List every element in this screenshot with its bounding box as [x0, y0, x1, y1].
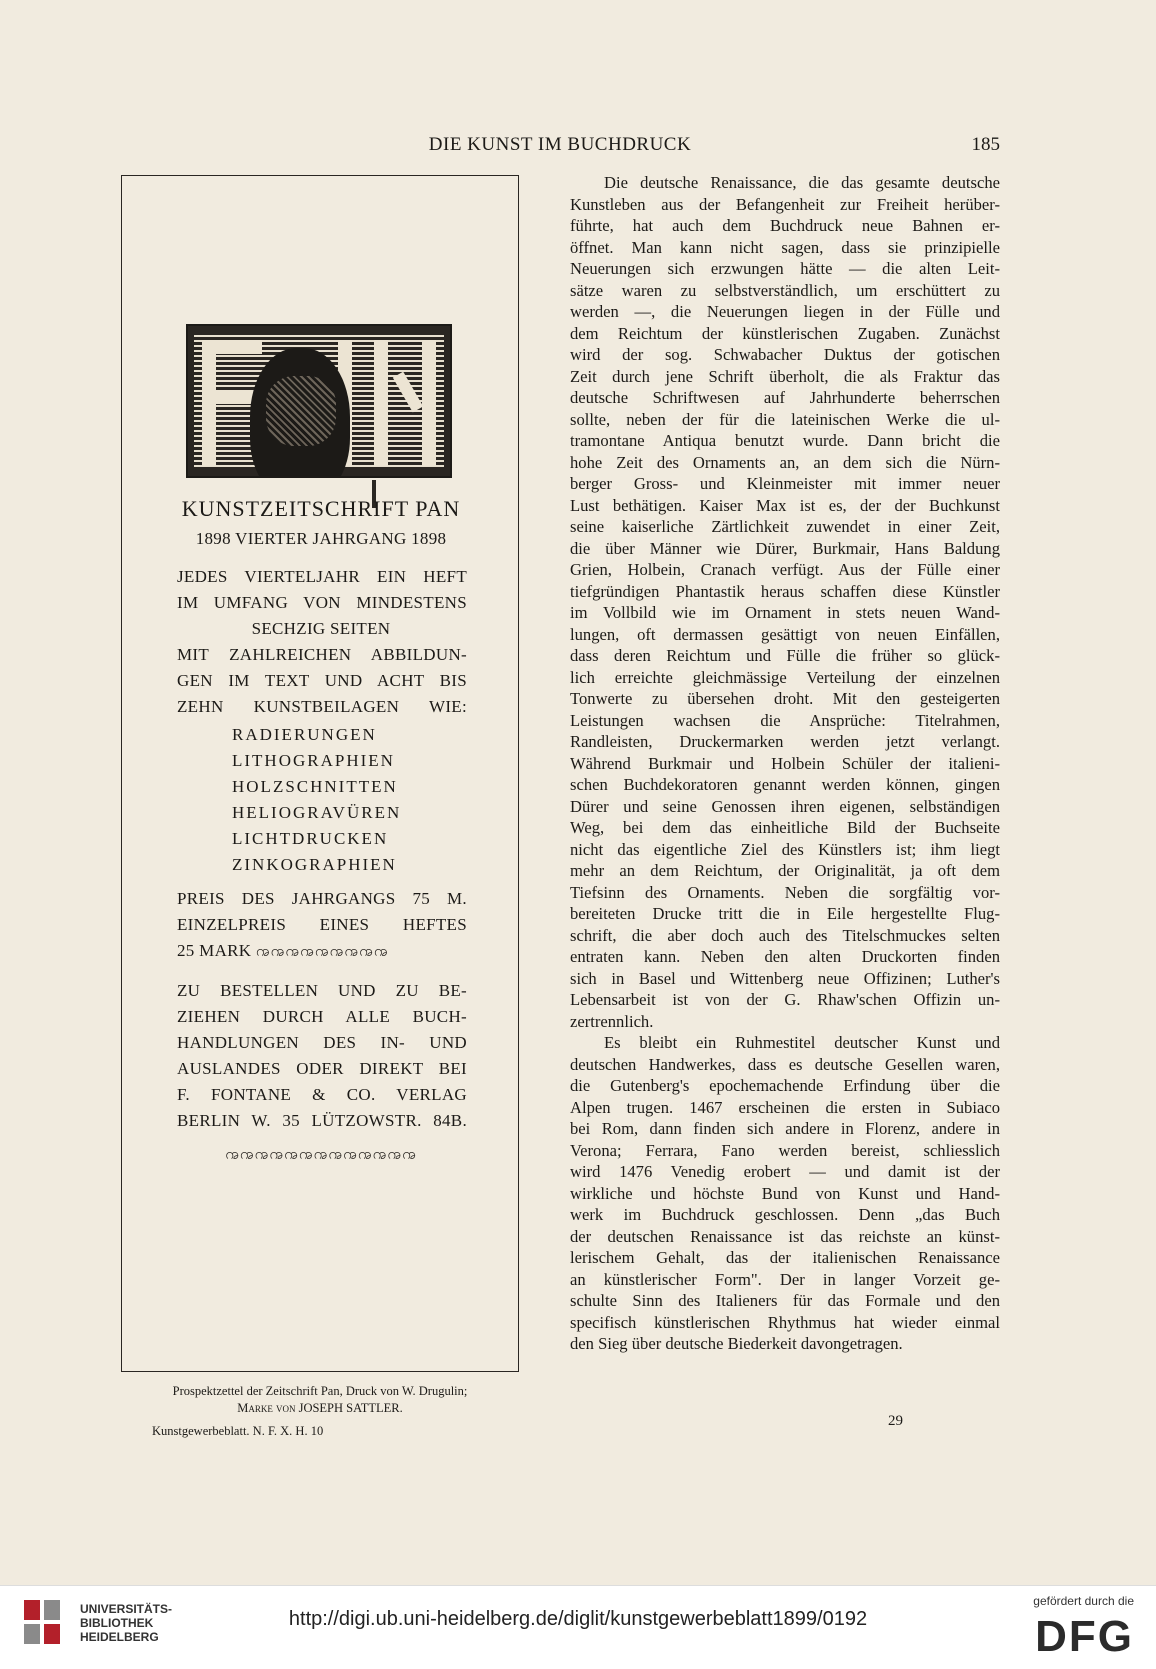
- ad-line: ZEHN KUNSTBEILAGEN WIE:: [177, 697, 467, 716]
- text-line: Lebensarbeit ist von der G. Rhaw'schen Offizin un-: [570, 990, 1000, 1009]
- text-line: nicht das eigentliche Ziel des Künstlers ist; ihm liegt: [570, 839, 1000, 859]
- text-line: Lust bethätigen. Kaiser Max ist es, der der Buchkunst: [570, 495, 1000, 515]
- ornament-band-bottom-icon: ꩠꩠꩠꩠꩠꩠꩠꩠꩠꩠꩠꩠꩠ: [225, 1147, 417, 1163]
- text-line: entraten kann. Neben den alten Druckorten finden: [570, 947, 1000, 966]
- figure-caption-credit: Marke von JOSEPH SATTLER.: [237, 1401, 403, 1415]
- sheet-number: 29: [888, 1413, 903, 1429]
- price-line: PREIS DES JAHRGANGS 75 M.: [177, 889, 467, 908]
- text-line: lerischem Gehalt, das der italienischen Renaissance: [570, 1248, 1000, 1267]
- text-line: Kunstleben aus der Befangenheit zur Freiheit herüber-: [570, 194, 1000, 214]
- text-line: werk im Buchdruck geschlossen. Denn „das Buch: [570, 1205, 1000, 1224]
- digitization-footer: [0, 1585, 1156, 1669]
- technique-item: HOLZSCHNITTEN: [232, 777, 398, 796]
- text-line: der deutschen Renaissance ist das reichste an künst-: [570, 1226, 1000, 1246]
- text-line: bereiteten Drucke tritt die in Eile hergestellte Flug-: [570, 904, 1000, 923]
- text-line: Es bleibt ein Ruhmestitel deutscher Kunst und: [604, 1033, 1000, 1052]
- text-line: deutsche Schriftwesen auf Jahrhunderte beherrschen: [570, 388, 1000, 407]
- running-head: [120, 134, 1000, 158]
- technique-item: HELIOGRAVÜREN: [232, 803, 402, 822]
- text-line: Alpen trugen. 1467 erscheinen die ersten in Subiaco: [570, 1097, 1000, 1117]
- text-line: Tiefsinn des Ornaments. Neben die sorgfältig vor-: [570, 882, 1000, 902]
- text-line: sich in Basel und Wittenberg neue Offizinen; Luther's: [570, 968, 1000, 988]
- text-line: Tonwerte zu übersehen droht. Mit den gesteigerten: [570, 689, 1000, 708]
- text-line: tramontane Antiqua benutzt wurde. Dann bricht die: [570, 431, 1000, 450]
- text-line: Randleisten, Druckermarken werden jetzt verlangt.: [570, 732, 1000, 751]
- ad-line: JEDES VIERTELJAHR EIN HEFT: [177, 567, 467, 586]
- text-line: wirkliche und höchste Bund von Kunst und Hand-: [570, 1183, 1000, 1203]
- text-line: Leistungen wachsen die Ansprüche: Titelrahmen,: [570, 710, 1000, 730]
- pan-advertisement: [121, 175, 519, 1372]
- text-line: tiefgründigen Phantastik heraus schaffen diese Künstler: [570, 581, 1000, 601]
- order-line: HANDLUNGEN DES IN- UND: [177, 1033, 467, 1052]
- library-name-line: BIBLIOTHEK: [80, 1616, 154, 1630]
- text-line: im Vollbild wie im Ornament in stets neuen Wand-: [570, 603, 1000, 622]
- figure-caption: Prospektzettel der Zeitschrift Pan, Druck von W. Drugulin;: [172, 1384, 468, 1398]
- order-line: BERLIN W. 35 LÜTZOWSTR. 84B.: [177, 1111, 467, 1130]
- order-line: F. FONTANE & CO. VERLAG: [177, 1085, 467, 1104]
- text-line: deutschen Handwerkes, dass es deutsche Gesellen waren,: [570, 1054, 1000, 1074]
- text-line: bei Rom, dann finden sich andere in Florenz, andere in: [570, 1119, 1000, 1138]
- price-line: EINZELPREIS EINES HEFTES: [177, 915, 467, 934]
- text-line: specifisch künstlerischen Rhythmus hat wieder einmal: [570, 1312, 1000, 1332]
- text-line: die über Männer wie Dürer, Burkmair, Hans Baldung: [570, 538, 1000, 558]
- ornament-band-icon: ꩠꩠꩠꩠꩠꩠꩠꩠꩠ: [255, 944, 389, 960]
- text-line: öffnet. Man kann nicht sagen, dass sie prinzipielle: [570, 237, 1000, 257]
- paragraph-1: [570, 172, 1000, 1032]
- text-line: Grien, Holbein, Cranach verfügt. Aus der Fülle einer: [570, 560, 1000, 579]
- journal-signature: Kunstgewerbeblatt. N. F. X. H. 10: [152, 1424, 324, 1438]
- text-line: Verona; Ferrara, Fano werden bereist, schliesslich: [570, 1140, 1000, 1160]
- technique-item: ZINKOGRAPHIEN: [232, 855, 397, 874]
- text-line: wird der sog. Schwabacher Duktus der gotischen: [570, 345, 1000, 364]
- text-line: Zeit durch jene Schrift überholt, die als Fraktur das: [570, 366, 1000, 386]
- text-line: Die deutsche Renaissance, die das gesamte deutsche: [604, 173, 1000, 192]
- library-name-line: HEIDELBERG: [80, 1630, 159, 1644]
- text-line: mehr an dem Reichtum, der Originalität, ja oft dem: [570, 861, 1000, 880]
- ad-line: SECHZIG SEITEN: [251, 619, 391, 638]
- text-line: Während Burkmair und Holbein Schüler der italieni-: [570, 753, 1000, 773]
- ad-title: KUNSTZEITSCHRIFT PAN: [181, 496, 461, 521]
- permalink[interactable]: http://digi.ub.uni-heidelberg.de/diglit/kunstgewerbeblatt1899/0192: [288, 1608, 868, 1630]
- text-line: wird 1476 Venedig erobert — und damit ist der: [570, 1162, 1000, 1181]
- body-text-column: [570, 172, 1000, 1355]
- text-line: schrift, die aber doch auch des Titelschmuckes selten: [570, 925, 1000, 945]
- text-line: den Sieg über deutsche Biederkeit davongetragen.: [570, 1334, 903, 1353]
- order-line: AUSLANDES ODER DIREKT BEI: [177, 1059, 467, 1078]
- funded-by-label: gefördert durch die: [1033, 1594, 1134, 1608]
- order-line: ZU BESTELLEN UND ZU BE-: [177, 981, 467, 1000]
- text-line: werden —, die Neuerungen liegen in der Fülle und: [570, 302, 1000, 321]
- order-line: ZIEHEN DURCH ALLE BUCH-: [177, 1007, 467, 1026]
- text-line: führte, hat auch dem Buchdruck neue Bahnen er-: [570, 216, 1000, 235]
- text-line: sollte, neben der für die lateinischen Werke die ul-: [570, 409, 1000, 429]
- text-line: Dürer und seine Genossen ihren eigenen, selbständigen: [570, 796, 1000, 816]
- text-line: lungen, oft dermassen gesättigt von neuen Einfällen,: [570, 624, 1000, 644]
- text-line: schulte Sinn des Italieners für das Formale und den: [570, 1291, 1000, 1310]
- text-line: Neuerungen sich erzwungen hätte — die alten Leit-: [570, 259, 1000, 278]
- dfg-logo: DFG: [1035, 1612, 1134, 1661]
- text-line: hohe Zeit des Ornaments an, an dem sich die Nürn-: [570, 452, 1000, 472]
- text-line: seine kaiserliche Zärtlichkeit zuwendet in einer Zeit,: [570, 517, 1000, 536]
- library-name-line: UNIVERSITÄTS-: [80, 1602, 173, 1616]
- ad-line: GEN IM TEXT UND ACHT BIS: [177, 671, 467, 690]
- single-price: 25 MARK: [177, 941, 252, 960]
- pan-logo-woodcut: [186, 324, 452, 478]
- technique-item: LITHOGRAPHIEN: [232, 751, 395, 770]
- ad-line: IM UMFANG VON MINDESTENS: [177, 593, 467, 612]
- text-line: dass deren Reichtum und Fülle die früher so glück-: [570, 646, 1000, 665]
- text-line: schen Buchdekoratoren genannt werden können, gingen: [570, 775, 1000, 794]
- running-title: DIE KUNST IM BUCHDRUCK: [428, 134, 692, 155]
- ad-subtitle: 1898 VIERTER JAHRGANG 1898: [195, 529, 447, 548]
- text-line: berger Gross- und Kleinmeister mit immer neuer: [570, 474, 1000, 493]
- ad-line: MIT ZAHLREICHEN ABBILDUN-: [177, 645, 467, 664]
- technique-item: RADIERUNGEN: [232, 725, 377, 744]
- paragraph-2: [570, 1032, 1000, 1355]
- text-line: lich erreichte gleichmässige Verteilung der einzelnen: [570, 667, 1000, 687]
- text-line: an künstlerischer Form". Der in langer Vorzeit ge-: [570, 1269, 1000, 1289]
- text-line: die Gutenberg's epochemachende Erfindung über die: [570, 1076, 1000, 1095]
- text-line: Weg, bei dem das einheitliche Bild der Buchseite: [570, 818, 1000, 837]
- price-line: [177, 938, 467, 965]
- page-number: 185: [971, 134, 1000, 155]
- text-line: sätze waren zu selbstverständlich, um erschüttert zu: [570, 280, 1000, 300]
- text-line: zertrennlich.: [570, 1011, 654, 1031]
- technique-item: LICHTDRUCKEN: [232, 829, 389, 848]
- text-line: dem Reichtum der künstlerischen Zugaben. Zunächst: [570, 323, 1000, 343]
